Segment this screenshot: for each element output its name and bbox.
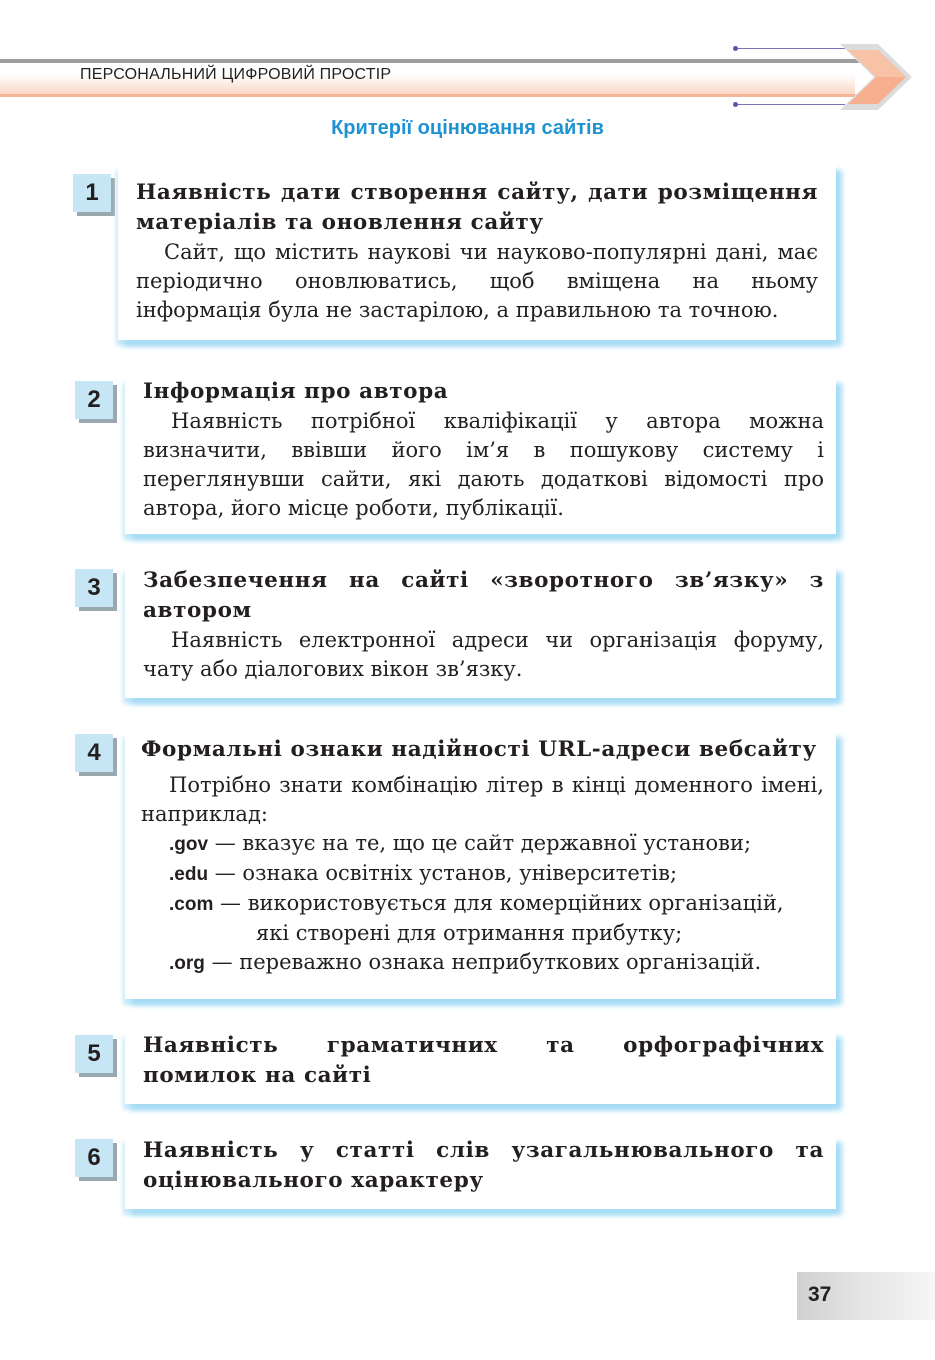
page-number: 37	[808, 1283, 832, 1306]
criterion-body-2: Наявність потрібної кваліфікації у автора можна визначити, ввівши його ім’я в пошукову систему і переглянувши сайти, які дають додаткові відомості про автора, його місце роботи, публікації.	[143, 409, 824, 520]
criterion-title-4: Формальні ознаки надійності URL-адреси вебсайту	[141, 737, 817, 762]
criterion-title-6: Наявність у статті слів узагальнювального та оцінювального характеру	[143, 1138, 824, 1193]
criterion-body-3: Наявність електронної адреси чи організація форуму, чату або діалогових вікон зв’язку.	[143, 628, 824, 681]
criterion-body-4: Потрібно знати комбінацію літер в кінці доменного імені, наприклад:	[141, 773, 824, 826]
criterion-number-6: 6	[75, 1139, 113, 1177]
decor-dot-top	[733, 46, 738, 51]
domain-item-edu	[141, 859, 824, 889]
domain-code: .org	[169, 953, 205, 974]
criterion-number-5: 5	[75, 1035, 113, 1073]
domain-description-continued: які створені для отримання прибутку;	[256, 921, 683, 945]
criterion-title-1: Наявність дати створення сайту, дати розміщення матеріалів та оновлення сайту	[136, 180, 818, 235]
domain-description: — використовується для комерційних організацій,	[220, 891, 784, 915]
criterion-card-4	[125, 731, 836, 999]
header-bottom-rule	[0, 94, 860, 97]
domain-code: .edu	[169, 864, 209, 885]
domain-code: .com	[169, 894, 214, 915]
decor-line-top	[737, 48, 845, 49]
criterion-card-1	[118, 164, 836, 340]
criterion-card-5	[125, 1031, 836, 1104]
criterion-title-5: Наявність граматичних та орфографічних помилок на сайті	[143, 1033, 824, 1088]
criterion-body-1: Сайт, що містить наукові чи науково-популярні дані, має періодично оновлюватись, щоб вміщена на ньому інформація була не застарілою, а правильною та точною.	[136, 240, 818, 322]
domain-list	[141, 829, 824, 978]
criterion-number-4: 4	[75, 734, 113, 772]
criterion-number-1: 1	[73, 174, 111, 212]
domain-description: — ознака освітніх установ, університетів;	[214, 861, 678, 885]
section-title: ПЕРСОНАЛЬНИЙ ЦИФРОВИЙ ПРОСТІР	[80, 66, 392, 83]
chevron-arrow-icon	[838, 42, 914, 112]
domain-item-gov	[141, 829, 824, 859]
criterion-card-2	[125, 377, 836, 534]
decor-dot-bottom	[733, 102, 738, 107]
domain-item-org	[141, 948, 824, 978]
criterion-title-2: Інформація про автора	[143, 379, 449, 404]
domain-description: — вказує на те, що це сайт державної установи;	[214, 831, 752, 855]
criterion-number-2: 2	[75, 381, 113, 419]
domain-code: .gov	[169, 834, 209, 855]
criterion-card-3	[125, 566, 836, 698]
criterion-number-3: 3	[75, 569, 113, 607]
decor-line-bottom	[737, 104, 845, 105]
page-heading: Критерії оцінювання сайтів	[331, 117, 604, 139]
criterion-title-3: Забезпечення на сайті «зворотного зв’язку» з автором	[143, 568, 824, 623]
domain-item-com	[141, 889, 824, 948]
criterion-card-6	[125, 1136, 836, 1209]
domain-description: — переважно ознака неприбуткових організацій.	[211, 950, 762, 974]
header-top-rule	[0, 59, 860, 63]
